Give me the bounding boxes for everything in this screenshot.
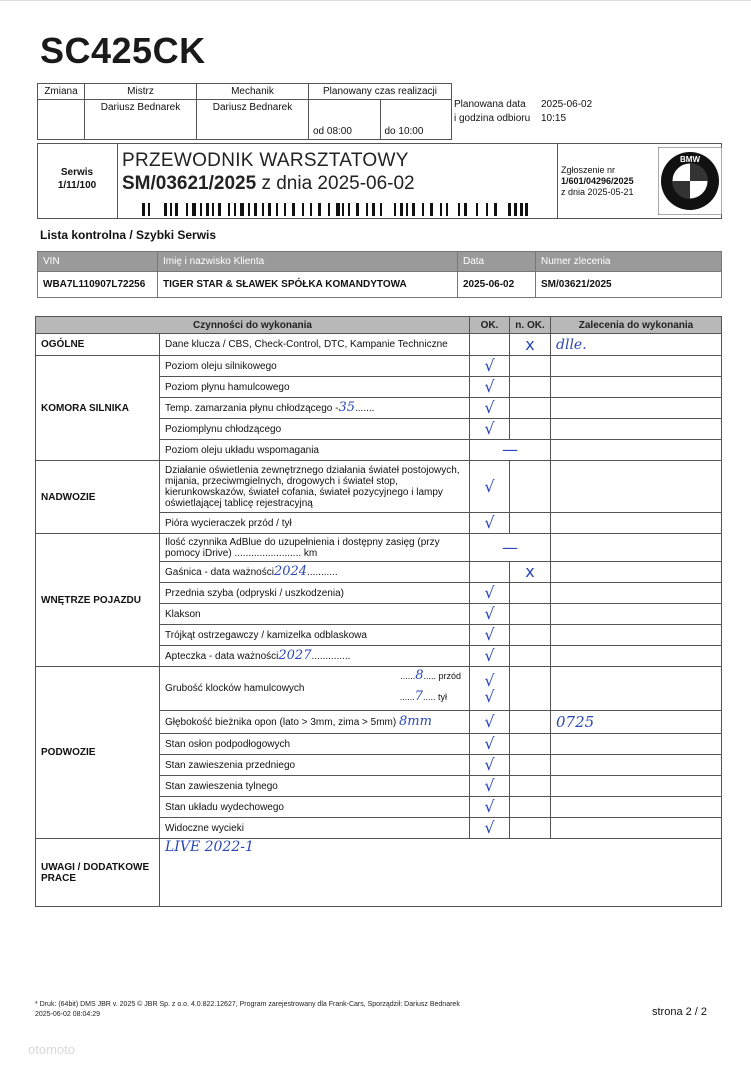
client-name-header: Imię i nazwisko Klienta: [158, 252, 458, 272]
recommendation-cell: [551, 334, 722, 356]
ok-cell: [470, 625, 510, 646]
nok-cell: [510, 461, 551, 513]
ok-header: OK.: [470, 317, 510, 334]
header-table: [37, 83, 452, 140]
recommendation-cell: [551, 461, 722, 513]
ok-cell: [470, 583, 510, 604]
task-zaw-przod: Stan zawieszenia przedniego: [160, 755, 470, 776]
order-number-value: SM/03621/2025: [536, 272, 722, 298]
zmiana-label: Zmiana: [38, 84, 85, 100]
barcode: [142, 203, 528, 216]
task-bieznik: [160, 711, 470, 734]
uwagi-cell: [160, 839, 722, 907]
task-header: Czynności do wykonania: [36, 317, 470, 334]
task-chlodzacy: Poziomplynu chłodzącego: [160, 419, 470, 440]
recommendation-cell: [551, 818, 722, 839]
klocki-rear-label: tył: [438, 692, 448, 702]
footer-print-info: * Druk: (64bit) DMS JBR v. 2025 © JBR Sp. z o.o. 4.0.822.12627, Program zarejestrowany dla Frank-Cars, Sporządził: Dariusz Bednarek 2025-06-02 08:04:29: [35, 1001, 460, 1018]
mistrz-value: Dariusz Bednarek: [85, 100, 197, 140]
task-adblue: Ilość czynnika AdBlue do uzupełnienia i dostępny zasięg (przy pomocy iDrive) ........................ km: [160, 534, 470, 562]
ok-cell: [470, 797, 510, 818]
klocki-front-label: przód: [438, 671, 462, 681]
nok-cell: [510, 776, 551, 797]
ok-cell: [470, 562, 510, 583]
handwritten-apteczka: 2027: [278, 648, 312, 663]
task-wycieki: Widoczne wycieki: [160, 818, 470, 839]
group-podwozie: PODWOZIE: [36, 667, 160, 839]
nok-cell: [510, 356, 551, 377]
recommendation-cell: [551, 625, 722, 646]
task-oswietlenie: Działanie oświetlenia zewnętrznego działania świateł postojowych, mijania, przeciwmgielnych, drogowych i świateł stop, kierunkowskazów, świateł cofania, świateł pozycyjnego i lampy oświetlającej tablicę rejestracyjną: [160, 461, 470, 513]
table-row: [36, 667, 722, 711]
handwritten-klocki-front: 8: [415, 668, 424, 683]
request-label: Zgłoszenie nr: [561, 165, 616, 175]
nok-cell: [510, 818, 551, 839]
recommendation-cell: [551, 646, 722, 667]
recommendation-cell: [551, 755, 722, 776]
client-name-value: TIGER STAR & SŁAWEK SPÓŁKA KOMANDYTOWA: [158, 272, 458, 298]
task-zaw-tyl: Stan zawieszenia tylnego: [160, 776, 470, 797]
date-header: Data: [458, 252, 536, 272]
pickup-date-label: Planowana data: [454, 99, 526, 110]
check-mark: √: [484, 377, 495, 396]
pickup-info: [454, 98, 592, 126]
check-mark: √: [484, 670, 495, 690]
vin-header: VIN: [38, 252, 158, 272]
recommendation-cell: [551, 419, 722, 440]
bieznik-label: Głębokość bieżnika opon (lato > 3mm, zima > 5mm): [165, 717, 397, 728]
check-mark: √: [484, 604, 495, 623]
nok-cell: [510, 398, 551, 419]
recommendation-cell: [551, 562, 722, 583]
check-mark: √: [484, 818, 495, 837]
table-row: [36, 534, 722, 562]
table-row: [36, 334, 722, 356]
order-title: [122, 173, 415, 195]
date-value: 2025-06-02: [458, 272, 536, 298]
recommendation-cell: [551, 604, 722, 625]
check-mark: √: [484, 476, 495, 496]
nok-cell: [510, 562, 551, 583]
order-date: z dnia 2025-06-02: [261, 173, 415, 194]
ok-cell: [470, 377, 510, 398]
mechanik-label: Mechanik: [197, 84, 309, 100]
cross-mark: x: [525, 562, 535, 581]
group-ogolne: OGÓLNE: [36, 334, 160, 356]
check-mark: √: [484, 712, 495, 731]
check-mark: √: [484, 646, 495, 665]
section-title: Lista kontrolna / Szybki Serwis: [40, 228, 217, 242]
recommendation-cell: [551, 534, 722, 562]
bmw-logo: [658, 147, 722, 215]
task-piora: Pióra wycieraczek przód / tył: [160, 513, 470, 534]
gasnica-label: Gaśnica - data ważności: [165, 567, 274, 578]
task-dane-klucza: Dane klucza / CBS, Check-Control, DTC, Kampanie Techniczne: [160, 334, 470, 356]
task-temp: [160, 398, 470, 419]
nok-cell: [510, 513, 551, 534]
task-apteczka: [160, 646, 470, 667]
nok-cell: [510, 711, 551, 734]
recommendation-cell: [551, 711, 722, 734]
klocki-label: Grubość klocków hamulcowych: [165, 683, 305, 694]
ok-cell: [470, 734, 510, 755]
vin-value: WBA7L110907L72256: [38, 272, 158, 298]
ok-cell: [470, 513, 510, 534]
check-mark: √: [484, 356, 495, 375]
pickup-time-value: 10:15: [541, 113, 567, 124]
recommendation-cell: [551, 583, 722, 604]
task-wydech: Stan układu wydechowego: [160, 797, 470, 818]
handwritten-temp: 35: [338, 400, 355, 415]
handwritten-gasnica: 2024: [273, 564, 308, 579]
mechanik-value: Dariusz Bednarek: [197, 100, 309, 140]
gasnica-fill: ...........: [307, 567, 338, 578]
request-date: z dnia 2025-05-21: [561, 187, 634, 197]
nok-header: n. OK.: [510, 317, 551, 334]
check-mark: √: [484, 797, 495, 816]
recommendation-cell: [551, 377, 722, 398]
logo-text: BMW: [680, 155, 700, 164]
dash-cell: [470, 534, 551, 562]
ok-cell: [470, 818, 510, 839]
watermark: otomoto: [28, 1042, 75, 1057]
recommendation-cell: [551, 776, 722, 797]
ok-cell: [470, 646, 510, 667]
apteczka-fill: ..............: [311, 651, 351, 662]
nok-cell: [510, 334, 551, 356]
license-plate: SC425CK: [40, 30, 206, 71]
recommendation-cell: [551, 513, 722, 534]
ok-cell: [470, 776, 510, 797]
check-mark: √: [484, 686, 495, 706]
recommendation-cell: [551, 734, 722, 755]
check-mark: √: [484, 734, 495, 753]
nok-cell: [510, 646, 551, 667]
handwritten-bieznik-rec: 0725: [556, 713, 595, 731]
ok-cell: [470, 755, 510, 776]
zmiana-value: [38, 100, 85, 140]
checklist-table: [35, 316, 722, 907]
klocki-front: ......8..... przód: [400, 668, 462, 683]
ok-cell: [470, 604, 510, 625]
order-number-header: Numer zlecenia: [536, 252, 722, 272]
group-uwagi: UWAGI / DODATKOWE PRACE: [36, 839, 160, 907]
handwritten-klocki-rear: 7: [414, 689, 423, 704]
serwis-code: 1/11/100: [57, 180, 97, 191]
check-mark: √: [484, 776, 495, 795]
check-mark: √: [484, 583, 495, 602]
ok-cell: [470, 711, 510, 734]
handwritten-uwagi: LIVE 2022-1: [165, 839, 254, 855]
planned-time-label: Planowany czas realizacji: [309, 84, 452, 100]
check-mark: √: [484, 398, 495, 417]
task-szyba: Przednia szyba (odpryski / uszkodzenia): [160, 583, 470, 604]
top-edge-line: [0, 0, 751, 1]
group-nadwozie: NADWOZIE: [36, 461, 160, 534]
task-hamulcowy: Poziom płynu hamulcowego: [160, 377, 470, 398]
handwritten-bieznik: 8mm: [399, 714, 432, 729]
table-row: [36, 356, 722, 377]
check-mark: √: [484, 419, 495, 438]
title-divider-right: [557, 143, 558, 219]
cross-mark: x: [525, 334, 535, 354]
table-row: [36, 461, 722, 513]
serwis-block: [42, 166, 112, 192]
dash-mark: —: [502, 537, 519, 557]
handwritten-note: dlle.: [556, 336, 587, 353]
document-title: PRZEWODNIK WARSZTATOWY: [122, 150, 409, 171]
ok-cell: [470, 334, 510, 356]
group-komora: KOMORA SILNIKA: [36, 356, 160, 461]
task-oslony: Stan osłon podpodłogowych: [160, 734, 470, 755]
nok-cell: [510, 377, 551, 398]
nok-cell: [510, 583, 551, 604]
planned-from: od 08:00: [309, 100, 381, 140]
recommendation-cell: [551, 398, 722, 419]
recommendation-cell: [551, 797, 722, 818]
page-number: strona 2 / 2: [652, 1006, 708, 1018]
recommendation-cell: [551, 667, 722, 711]
nok-cell: [510, 797, 551, 818]
apteczka-label: Apteczka - data ważności: [165, 651, 279, 662]
request-info: [561, 165, 634, 198]
nok-cell: [510, 734, 551, 755]
order-number: SM/03621/2025: [122, 173, 257, 194]
temp-label: Temp. zamarzania płynu chłodzącego -: [165, 403, 339, 414]
temp-fill: .......: [354, 403, 375, 414]
recommendation-header: Zalecenia do wykonania: [551, 317, 722, 334]
task-olej: Poziom oleju silnikowego: [160, 356, 470, 377]
ok-cell: [470, 667, 510, 711]
pickup-time-label: i godzina odbioru: [454, 113, 531, 124]
check-mark: √: [484, 755, 495, 774]
task-gasnica: [160, 562, 470, 583]
ok-cell: [470, 356, 510, 377]
mistrz-label: Mistrz: [85, 84, 197, 100]
check-mark: √: [484, 625, 495, 644]
title-divider-left: [117, 143, 118, 219]
recommendation-cell: [551, 440, 722, 461]
recommendation-cell: [551, 356, 722, 377]
nok-cell: [510, 419, 551, 440]
ok-cell: [470, 419, 510, 440]
ok-cell: [470, 398, 510, 419]
nok-cell: [510, 604, 551, 625]
pickup-date-value: 2025-06-02: [541, 99, 593, 110]
nok-cell: [510, 755, 551, 776]
task-trojkat: Trójkąt ostrzegawczy / kamizelka odblaskowa: [160, 625, 470, 646]
klocki-rear: ......7..... tył: [399, 689, 448, 704]
task-klocki: [160, 667, 470, 711]
table-row: [36, 839, 722, 907]
dash-mark: —: [502, 440, 519, 459]
nok-cell: [510, 667, 551, 711]
task-wspomaganie: Poziom oleju układu wspomagania: [160, 440, 470, 461]
request-number: 1/601/04296/2025: [561, 176, 634, 186]
check-mark: √: [484, 513, 495, 532]
planned-to: do 10:00: [380, 100, 452, 140]
serwis-label: Serwis: [60, 167, 94, 178]
nok-cell: [510, 625, 551, 646]
client-table: [37, 251, 722, 298]
task-klakson: Klakson: [160, 604, 470, 625]
group-wnetrze: WNĘTRZE POJAZDU: [36, 534, 160, 667]
ok-cell: [470, 461, 510, 513]
dash-cell: [470, 440, 551, 461]
